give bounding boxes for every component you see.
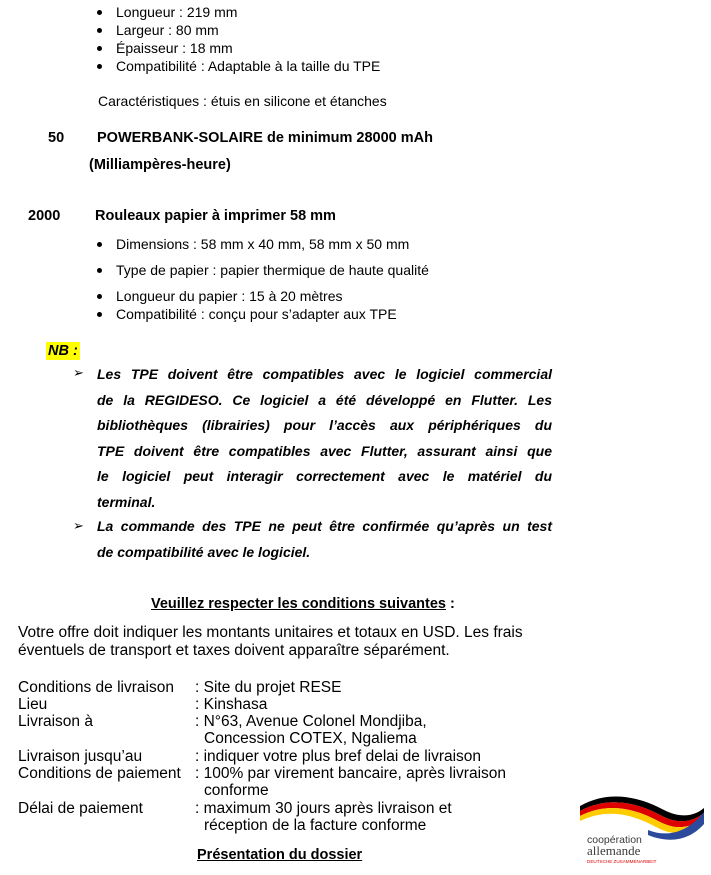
flag-swoosh-icon	[578, 780, 706, 870]
note-compatibility	[97, 362, 552, 515]
presentation-heading: Présentation du dossier	[197, 847, 363, 863]
note-line: La commande des TPE ne peut être confirmée qu’après un test	[97, 518, 552, 534]
item-quantity: 50	[48, 130, 65, 146]
item-title: POWERBANK-SOLAIRE de minimum 28000 mAh	[97, 130, 433, 146]
list-item: Longueur : 219 mm	[96, 3, 380, 21]
cooperation-allemande-logo	[578, 780, 706, 870]
item-quantity: 2000	[28, 208, 61, 224]
top-specs-list	[96, 3, 380, 75]
note-line: de compatibilité avec le logiciel.	[97, 543, 311, 560]
condition-label: Lieu	[18, 696, 48, 713]
arrow-bullet-icon: ➢	[73, 365, 84, 380]
list-item: Dimensions : 58 mm x 40 mm, 58 mm x 50 mm	[96, 235, 429, 253]
condition-label: Conditions de livraison	[18, 679, 174, 696]
note-line: le logiciel peut interagir correctement avec le matériel du	[97, 468, 552, 484]
condition-label: Livraison jusqu’au	[18, 748, 143, 765]
item-title: Rouleaux papier à imprimer 58 mm	[95, 208, 336, 224]
list-item: Largeur : 80 mm	[96, 21, 380, 39]
condition-label: Livraison à	[18, 713, 93, 730]
condition-value: : N°63, Avenue Colonel Mondjiba,	[195, 713, 427, 730]
svg-text:DEUTSCHE ZUSAMMENARBEIT: DEUTSCHE ZUSAMMENARBEIT	[587, 859, 657, 864]
list-item: Épaisseur : 18 mm	[96, 39, 380, 57]
arrow-bullet-icon: ➢	[73, 518, 84, 533]
condition-value: : maximum 30 jours après livraison et	[195, 800, 452, 817]
offer-text-line: éventuels de transport et taxes doivent apparaître séparément.	[18, 642, 450, 659]
svg-text:coopération: coopération	[587, 834, 642, 846]
note-test	[97, 514, 552, 565]
nb-label: NB :	[48, 343, 78, 359]
offer-text-line: Votre offre doit indiquer les montants unitaires et totaux en USD. Les frais	[18, 624, 523, 641]
list-item: Longueur du papier : 15 à 20 mètres	[96, 287, 429, 305]
list-item: Compatibilité : conçu pour s’adapter aux TPE	[96, 305, 429, 323]
note-line: bibliothèques (librairies) pour l’accès aux périphériques du	[97, 417, 552, 433]
condition-value: : Kinshasa	[195, 696, 268, 713]
condition-value: : 100% par virement bancaire, après livraison	[195, 765, 507, 782]
condition-value-cont: Concession COTEX, Ngaliema	[204, 730, 417, 747]
condition-value: : Site du projet RESE	[195, 679, 342, 696]
conditions-heading: Veuillez respecter les conditions suivantes :	[151, 596, 455, 612]
rolls-specs-list	[96, 235, 429, 323]
characteristics-line: Caractéristiques : étuis en silicone et étanches	[98, 93, 387, 109]
condition-label: Délai de paiement	[18, 800, 143, 817]
condition-value-cont: réception de la facture conforme	[204, 817, 427, 834]
note-line: terminal.	[97, 493, 156, 510]
note-line: de la REGIDESO. Ce logiciel a été développé en Flutter. Les	[97, 391, 552, 408]
svg-text:allemande: allemande	[587, 843, 641, 858]
list-item: Compatibilité : Adaptable à la taille du TPE	[96, 57, 380, 75]
condition-value-cont: conforme	[204, 782, 269, 799]
item-subtitle: (Milliampères-heure)	[89, 157, 231, 173]
list-item: Type de papier : papier thermique de haute qualité	[96, 261, 429, 279]
note-line: Les TPE doivent être compatibles avec le logiciel commercial	[97, 366, 552, 382]
note-line: TPE doivent être compatibles avec Flutter, assurant ainsi que	[97, 442, 552, 459]
condition-value: : indiquer votre plus bref delai de livraison	[195, 748, 482, 765]
condition-label: Conditions de paiement	[18, 765, 181, 782]
